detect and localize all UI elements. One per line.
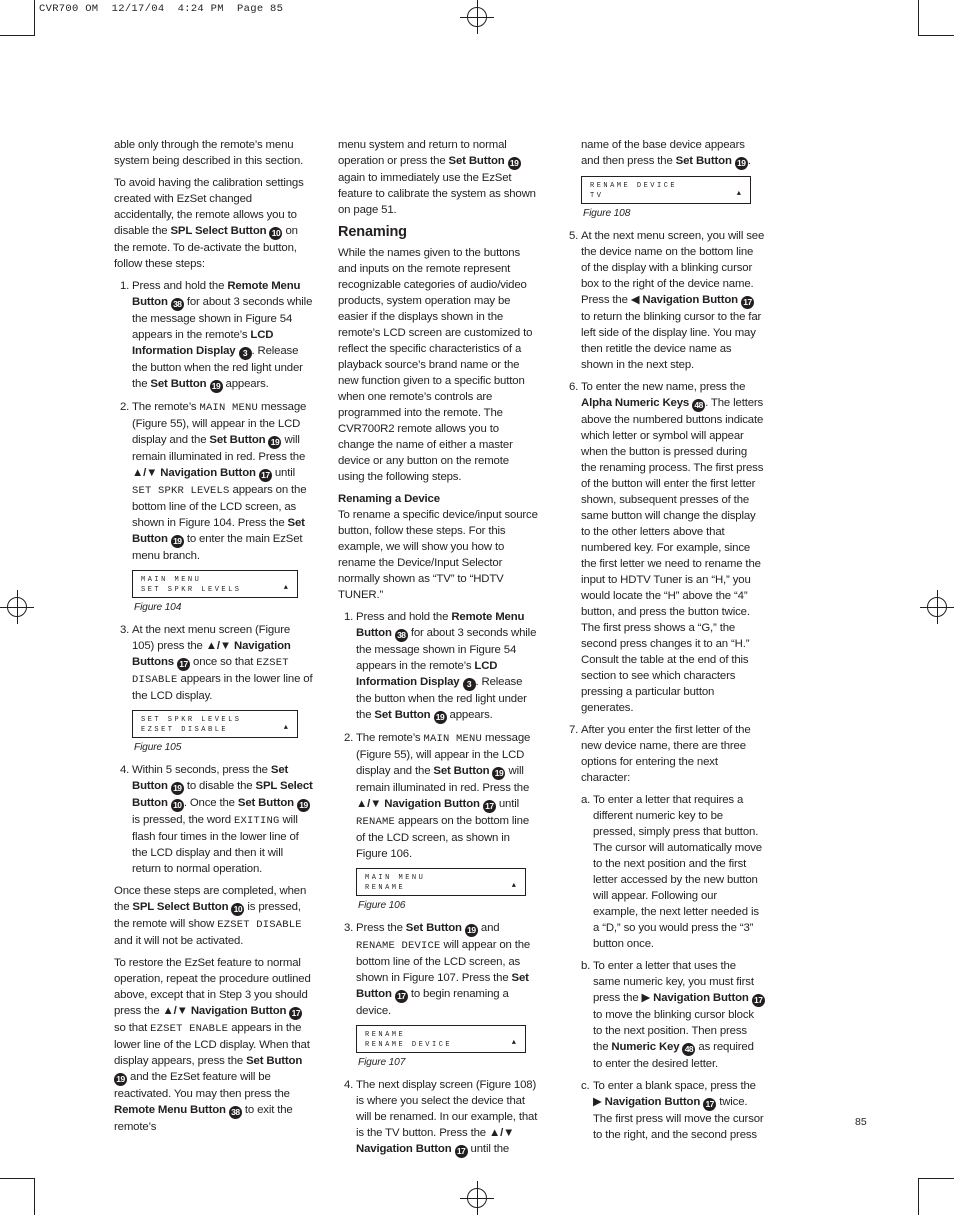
step-4: 4. The next display screen (Figure 108) is where you select the device that will be renamed. In our example, that is the TV button. Press the ▲/▼ Navigation Button 17 until the <box>344 1079 538 1156</box>
column-1 <box>114 137 314 1141</box>
callout-17-icon: 17 <box>259 469 272 482</box>
print-slug: CVR700 OM 12/17/04 4:24 PM Page 85 <box>39 3 284 15</box>
lcd-display: MAIN MENU RENAME ▲ <box>356 868 526 896</box>
figure-108 <box>581 176 765 222</box>
callout-19-icon: 19 <box>297 799 310 812</box>
callout-38-icon: 38 <box>229 1106 242 1119</box>
crop-mark <box>918 1178 954 1179</box>
cursor-up-icon: ▲ <box>283 724 288 732</box>
paragraph: To avoid having the calibration settings created with EzSet changed accidentally, the remote allows you to disable the SPL Select Button 10 on the remote. To de-activate the button, follow these steps: <box>114 177 304 270</box>
paragraph: name of the base device appears and then press the Set Button 19 . <box>581 139 751 168</box>
page-number: 85 <box>855 1116 867 1128</box>
cursor-up-icon: ▲ <box>511 1039 516 1047</box>
cursor-up-icon: ▲ <box>736 190 741 198</box>
crop-mark <box>918 35 954 36</box>
callout-38-icon: 38 <box>171 298 184 311</box>
callout-48-icon: 48 <box>682 1043 695 1056</box>
registration-mark-bottom <box>460 1181 494 1215</box>
callout-17-icon: 17 <box>289 1007 302 1020</box>
column-3 <box>569 137 765 1149</box>
paragraph: To rename a specific device/input source button, follow these steps. For this example, we will show you how to rename the Device/Input Selector normally shown as “TV” to “HDTV TUNER.” <box>338 509 538 601</box>
crop-mark <box>34 1178 35 1215</box>
paragraph: To restore the EzSet feature to normal operation, repeat the procedure outlined above, except that in Step 3 you should press the ▲/▼ Navigation Button 17 so that EZSET ENABLE appears in the lower line of the LCD display. When that display appears, press the Set Button 19 and the EzSet feature will be reactivated. You may then press the Remote Menu Button 38 to exit the remote’s <box>114 957 311 1133</box>
cursor-up-icon: ▲ <box>283 584 288 592</box>
figure-caption: Figure 105 <box>134 742 182 753</box>
lcd-display: RENAME DEVICE TV ▲ <box>581 176 751 204</box>
callout-38-icon: 38 <box>395 629 408 642</box>
figure-107 <box>356 1025 538 1071</box>
crop-mark <box>918 1178 919 1215</box>
figure-caption: Figure 106 <box>358 900 406 911</box>
step-2: 2. The remote’s MAIN MENU message (Figure 55), will appear in the LCD display and the Set Button 19 will remain illuminated in red. Press the ▲/▼ Navigation Button 17 until RENAME appears on the bottom line of the LCD screen, as shown in Figure 106. <box>344 732 531 860</box>
callout-19-icon: 19 <box>268 436 281 449</box>
section-heading: Renaming <box>338 224 407 240</box>
substep-b: b. To enter a letter that uses the same numeric key, you must first press the ▶ Navigation Button 17 to move the blinking cursor block to the next position. Then press the Numeric Key 48 as required to enter the desired letter. <box>569 958 765 1072</box>
paragraph: Once these steps are completed, when the SPL Select Button 10 is pressed, the remote will show EZSET DISABLE and it will not be activated. <box>114 885 307 947</box>
callout-19-icon: 19 <box>735 157 748 170</box>
figure-caption: Figure 107 <box>358 1057 406 1068</box>
crop-mark <box>34 0 35 36</box>
crop-mark <box>0 35 35 36</box>
lcd-display: MAIN MENU SET SPKR LEVELS ▲ <box>132 570 298 598</box>
callout-19-icon: 19 <box>465 924 478 937</box>
callout-17-icon: 17 <box>703 1098 716 1111</box>
callout-10-icon: 10 <box>171 799 184 812</box>
step-1: 1. Press and hold the Remote Menu Button 38 for about 3 seconds while the message shown in Figure 54 appears in the remote’s LCD Information Display 3 . Release the button when the red light under the Set Button 19 appears. <box>344 611 537 722</box>
callout-48-icon: 48 <box>692 399 705 412</box>
step-3: 3. Press the Set Button 19 and RENAME DEVICE will appear on the bottom line of the LCD screen, as shown in Figure 107. Press the Set Button 17 to begin renaming a device. <box>344 922 531 1017</box>
step-3: 3. At the next menu screen (Figure 105) press the ▲/▼ Navigation Buttons 17 once so that EZSET DISABLE appears in the lower line of the LCD display. <box>120 624 313 702</box>
callout-17-icon: 17 <box>177 658 190 671</box>
callout-10-icon: 10 <box>269 227 282 240</box>
figure-caption: Figure 108 <box>583 208 631 219</box>
figure-caption: Figure 104 <box>134 602 182 613</box>
callout-10-icon: 10 <box>231 903 244 916</box>
paragraph: While the names given to the buttons and inputs on the remote represent recognizable categories of audio/video products, system operation may be easier if the displays shown in the remote’s LCD screen are customized to reflect the specific characteristics of a playback source’s brand name or the new function given to a specific button when one remote’s controls are programmed into the remote. The CVR700R2 remote allows you to change the name of either a master device or any button on the remote using the following steps. <box>338 247 533 483</box>
step-5: 5. At the next menu screen, you will see the device name on the bottom line of the display with a blinking cursor box to the right of the device name. Press the ◀ Navigation Button 17 to return the blinking cursor to the far left side of the display line. You may then retitle the device name as shown in the next step. <box>569 230 765 371</box>
figure-105 <box>132 710 314 756</box>
lcd-display: SET SPKR LEVELS EZSET DISABLE ▲ <box>132 710 298 738</box>
callout-17-icon: 17 <box>455 1145 468 1158</box>
callout-19-icon: 19 <box>492 767 505 780</box>
step-2: 2. The remote’s MAIN MENU message (Figure 55), will appear in the LCD display and the Set Button 19 will remain illuminated in red. Press the ▲/▼ Navigation Button 17 until SET SPKR LEVELS appears on the bottom line of the LCD screen, as shown in Figure 104. Press the Set Button 19 to enter the main EzSet menu branch. <box>120 401 307 562</box>
callout-3-icon: 3 <box>463 678 476 691</box>
callout-17-icon: 17 <box>483 800 496 813</box>
callout-19-icon: 19 <box>171 782 184 795</box>
callout-3-icon: 3 <box>239 347 252 360</box>
step-6: 6. To enter the new name, press the Alpha Numeric Keys 48 . The letters above the numbered buttons indicate which letter or symbol will appear when the button is pressed during the renaming process. The first press of the button will enter the first letter shown, subsequent presses of the same button will change the display to the other letters above that numbered key. For example, since the first letter we need to rename the input to HDTV Tuner is an “H,” you would locate the “H” above the “4” button, and press the button twice. The first press shows a “G,” the second press changes it to an “H.” Consult the table at the end of this section to see which characters pressing a particular button generates. <box>569 381 764 714</box>
callout-19-icon: 19 <box>434 711 447 724</box>
lcd-display: RENAME RENAME DEVICE ▲ <box>356 1025 526 1053</box>
substep-c: c. To enter a blank space, press the ▶ Navigation Button 17 twice. The first press will move the cursor to the right, and the second press <box>581 1080 764 1141</box>
crop-mark <box>918 0 919 36</box>
paragraph: able only through the remote’s menu system being described in this section. <box>114 139 304 167</box>
column-2 <box>338 137 538 1164</box>
registration-mark-right <box>920 590 954 624</box>
cursor-up-icon: ▲ <box>511 882 516 890</box>
callout-19-icon: 19 <box>508 157 521 170</box>
paragraph: menu system and return to normal operation or press the Set Button 19 again to immediately use the EzSet feature to calibrate the system as shown on page 51. <box>338 139 536 216</box>
figure-106 <box>356 868 538 914</box>
registration-mark-top <box>460 0 494 34</box>
callout-17-icon: 17 <box>752 994 765 1007</box>
crop-mark <box>0 1178 35 1179</box>
callout-17-icon: 17 <box>741 296 754 309</box>
step-7: 7. After you enter the first letter of the new device name, there are three options for entering the next character: <box>569 724 751 784</box>
subheading: Renaming a Device <box>338 493 440 505</box>
registration-mark-left <box>0 590 34 624</box>
figure-104 <box>132 570 314 616</box>
substep-a: a. To enter a letter that requires a different numeric key to be pressed, simply press that button. The cursor will automatically move to the next position and the first letter accessed by the new button will appear. Following our example, the next letter needed is a “D,” so you would press the “3” button once. <box>581 794 762 950</box>
callout-19-icon: 19 <box>210 380 223 393</box>
step-1: 1. Press and hold the Remote Menu Button 38 for about 3 seconds while the message shown in Figure 54 appears in the remote’s LCD Information Display 3 . Release the button when the red light under the Set Button 19 appears. <box>120 280 313 391</box>
step-4: 4. Within 5 seconds, press the Set Button 19 to disable the SPL Select Button 10 . Once the Set Button 19 is pressed, the word EXITING will flash four times in the lower line of the LCD display and then it will return to normal operation. <box>120 764 313 875</box>
callout-19-icon: 19 <box>114 1073 127 1086</box>
callout-17-icon: 17 <box>395 990 408 1003</box>
callout-19-icon: 19 <box>171 535 184 548</box>
